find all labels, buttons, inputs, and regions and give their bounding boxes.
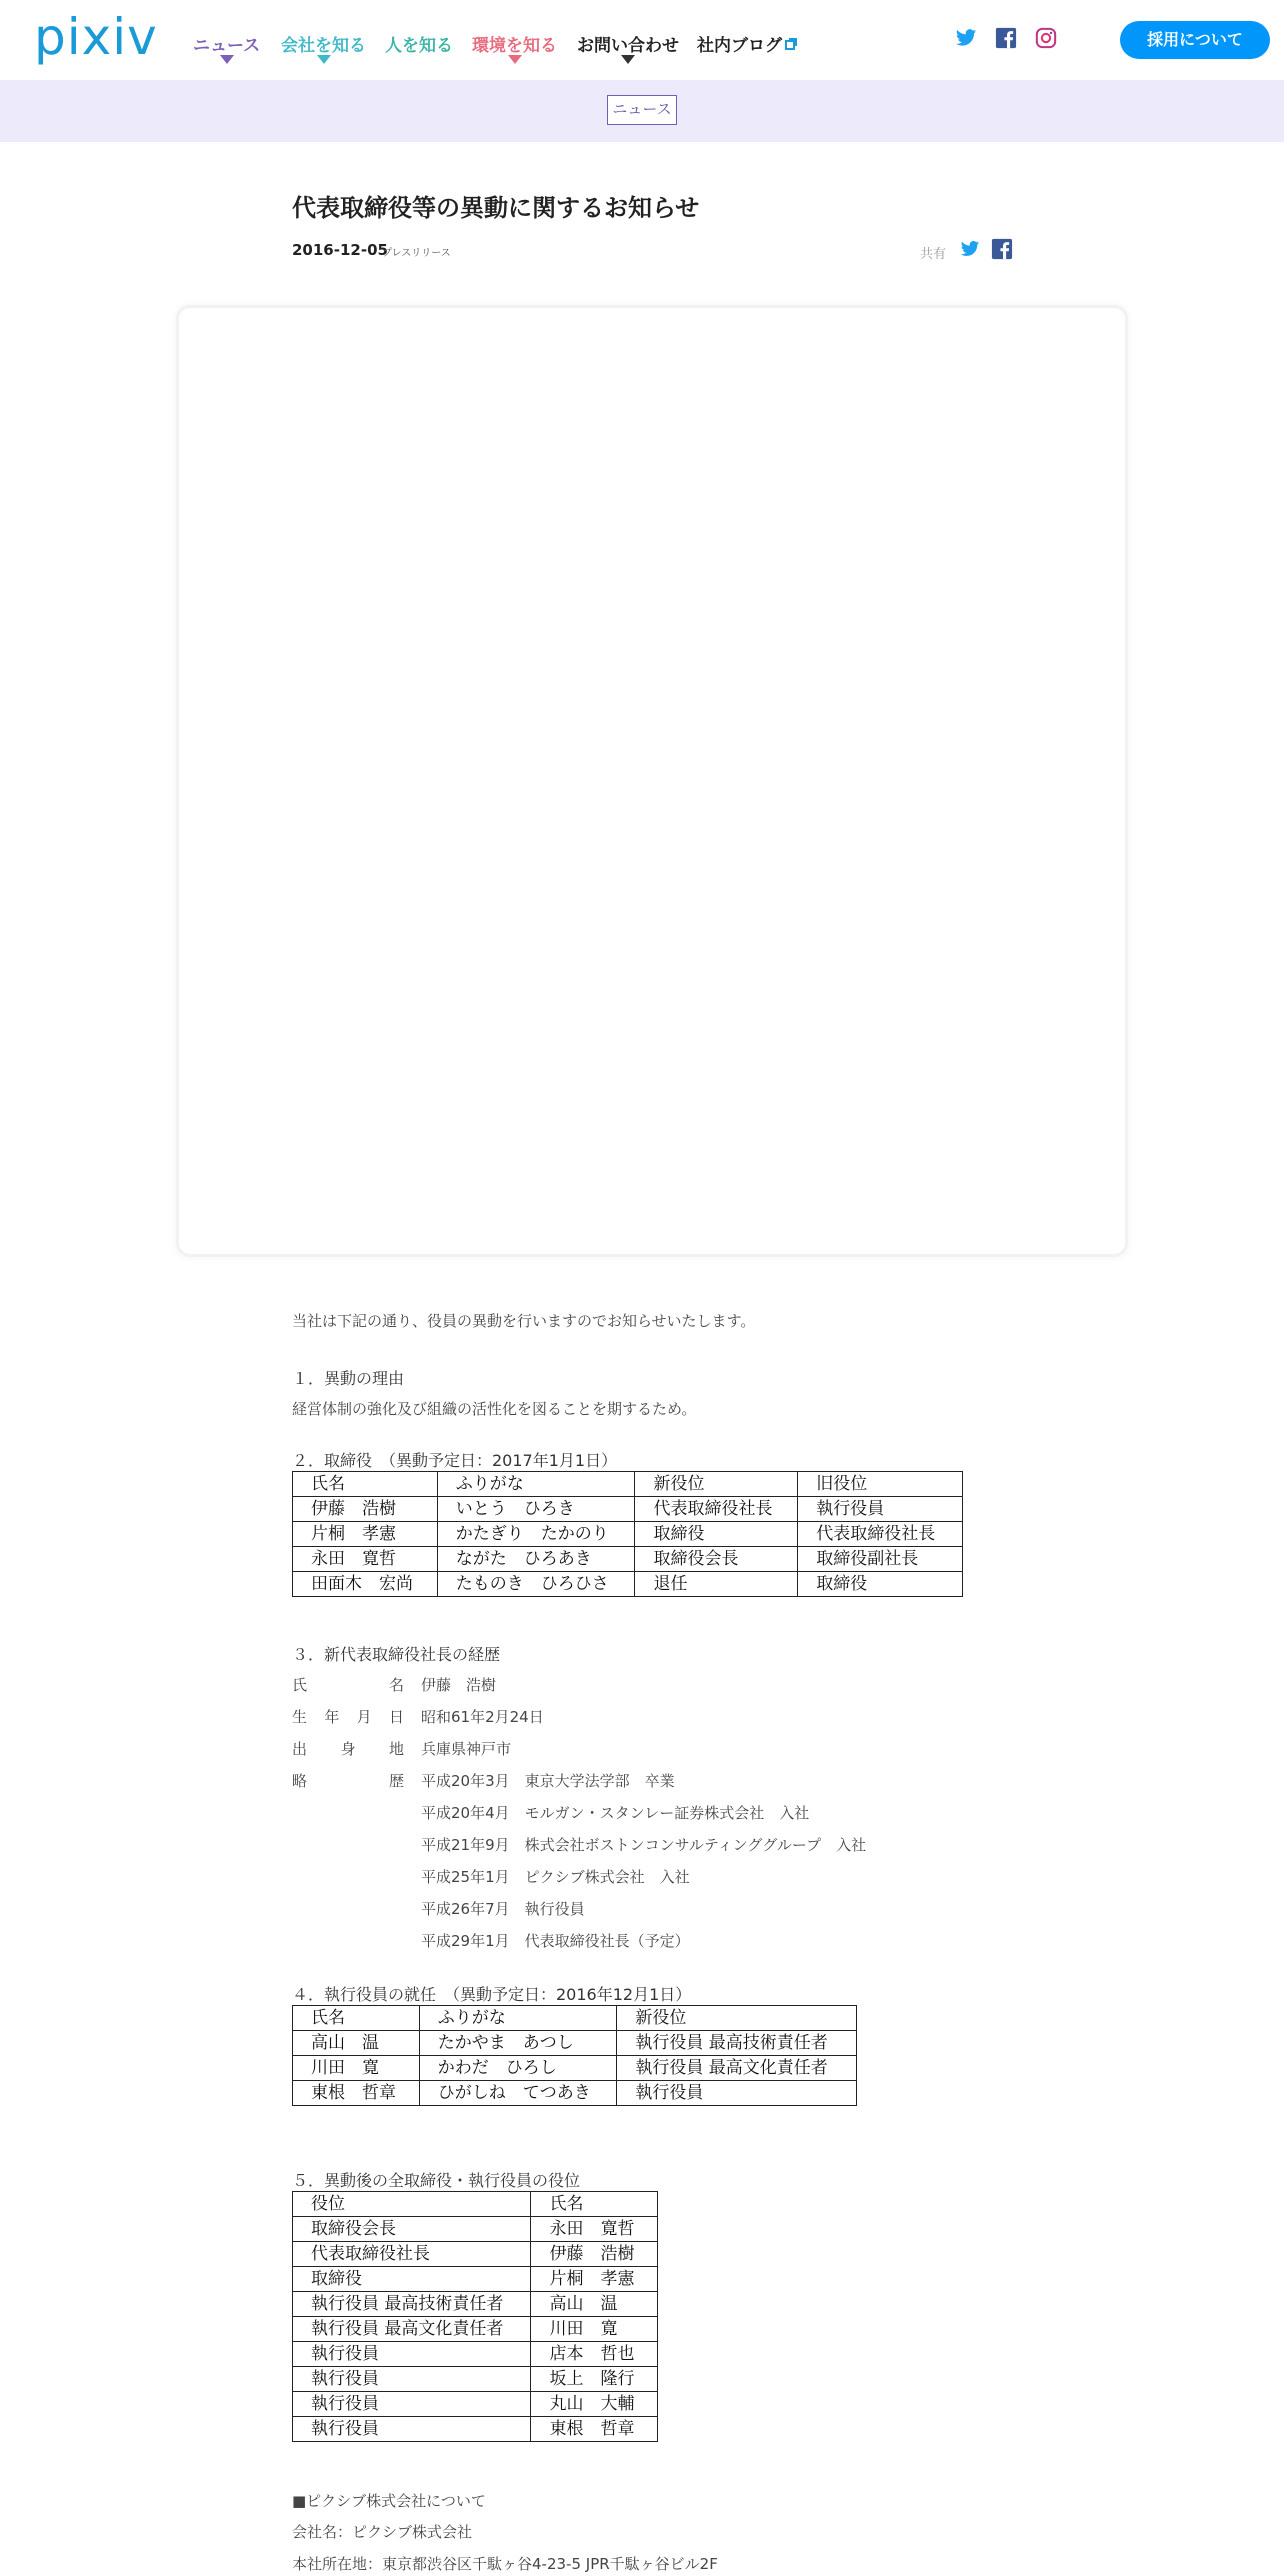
table-cell: かわだ ひろし (419, 2056, 617, 2081)
table-row (293, 2342, 658, 2367)
table-header-cell: 氏名 (531, 2192, 658, 2217)
bio-key-char: 年 (324, 1708, 340, 1726)
table-cell: ひがしね てつあき (419, 2081, 617, 2106)
table-cell: 坂上 隆行 (531, 2367, 658, 2392)
table-row (293, 2292, 658, 2317)
table-header-row (293, 2192, 658, 2217)
table-row (293, 2081, 857, 2106)
table-cell: 伊藤 浩樹 (531, 2242, 658, 2267)
nav-contact-label: お問い合わせ (577, 36, 679, 56)
table-cell: 高山 温 (293, 2031, 420, 2056)
bio-key-char: 日 (388, 1708, 404, 1726)
table-cell: いとう ひろき (437, 1497, 635, 1522)
table-cell: 東根 哲章 (293, 2081, 420, 2106)
table-header-cell: 旧役位 (798, 1472, 963, 1497)
nav-blog[interactable] (697, 31, 795, 56)
company-heading: ■ピクシブ株式会社について (292, 2492, 486, 2510)
table-cell: たものき ひろひさ (437, 1572, 635, 1597)
table-cell: 執行役員 最高文化責任者 (293, 2317, 531, 2342)
table-cell: 代表取締役社長 (635, 1497, 798, 1522)
table-cell: 片桐 孝憲 (531, 2267, 658, 2292)
nav-company-label: 会社を知る (281, 36, 366, 56)
table-cell: 代表取締役社長 (293, 2242, 531, 2267)
table-header-cell: ふりがな (437, 1472, 635, 1497)
table-cell: 退任 (635, 1572, 798, 1597)
nav-people-label: 人を知る (385, 36, 453, 56)
table-cell: 執行役員 (798, 1497, 963, 1522)
section4-heading: ４．執行役員の就任 （異動予定日：2016年12月1日） (292, 1985, 692, 2004)
recruit-button[interactable]: 採用について (1120, 21, 1270, 59)
nav-blog-label: 社内ブログ (697, 36, 782, 56)
table-cell: 執行役員 (617, 2081, 857, 2106)
table-cell: 川田 寛 (531, 2317, 658, 2342)
officers-list-table (292, 2191, 658, 2442)
table-cell: 丸山 大輔 (531, 2392, 658, 2417)
table-cell: 取締役 (798, 1572, 963, 1597)
bio-key-char: 月 (356, 1708, 372, 1726)
bio-value: 昭和61年2月24日 (421, 1708, 544, 1726)
bio-key-char: 歴 (388, 1772, 404, 1790)
table-row (293, 2217, 658, 2242)
table-cell: 取締役会長 (293, 2217, 531, 2242)
twitter-icon[interactable] (955, 27, 977, 49)
bio-key-char: 略 (292, 1772, 308, 1790)
table-row (293, 2267, 658, 2292)
table-cell: 取締役会長 (635, 1547, 798, 1572)
bio-key (292, 1738, 404, 1759)
site-header (0, 0, 1284, 80)
nav-people[interactable] (385, 31, 453, 56)
table-cell: 田面木 宏尚 (293, 1572, 438, 1597)
table-cell: かたぎり たかのり (437, 1522, 635, 1547)
article-hero-image (176, 305, 1128, 1257)
caret-down-icon (220, 55, 234, 64)
table-cell: 永田 寛哲 (531, 2217, 658, 2242)
bio-value: 伊藤 浩樹 (421, 1676, 497, 1694)
table-cell: 川田 寛 (293, 2056, 420, 2081)
table-cell: 伊藤 浩樹 (293, 1497, 438, 1522)
bio-value: 平成25年1月 ピクシブ株式会社 入社 (421, 1868, 690, 1886)
table-row (293, 2031, 857, 2056)
bio-key-char: 名 (388, 1676, 404, 1694)
bio-key (292, 1770, 404, 1791)
table-header-cell: ふりがな (419, 2006, 617, 2031)
table-cell: 執行役員 (293, 2342, 531, 2367)
nav-environment-label: 環境を知る (472, 36, 557, 56)
nav-environment[interactable] (472, 31, 557, 56)
table-cell: 執行役員 (293, 2417, 531, 2442)
table-cell: 永田 寛哲 (293, 1547, 438, 1572)
bio-key-char: 身 (340, 1740, 356, 1758)
bio-key (292, 1674, 404, 1695)
category-label-news[interactable]: ニュース (607, 95, 677, 125)
article-title: 代表取締役等の異動に関するお知らせ (292, 194, 700, 222)
table-cell: 店本 哲也 (531, 2342, 658, 2367)
section1-body: 経営体制の強化及び組織の活性化を図ることを期するため。 (292, 1400, 697, 1418)
bio-value: 兵庫県神戸市 (421, 1740, 512, 1758)
table-header-cell: 氏名 (293, 2006, 420, 2031)
article-date: 2016-12-05 (292, 241, 388, 259)
bio-key-char: 生 (292, 1708, 308, 1726)
nav-contact[interactable] (577, 31, 679, 56)
table-header-cell: 氏名 (293, 1472, 438, 1497)
table-cell: 執行役員 最高技術責任者 (293, 2292, 531, 2317)
table-cell: 執行役員 最高技術責任者 (617, 2031, 857, 2056)
table-cell: 東根 哲章 (531, 2417, 658, 2442)
table-row (293, 1572, 963, 1597)
table-cell: 執行役員 (293, 2392, 531, 2417)
table-cell: 取締役 (635, 1522, 798, 1547)
table-row (293, 2242, 658, 2267)
pixiv-logo[interactable]: pixiv (34, 8, 158, 66)
table-header-row (293, 2006, 857, 2031)
table-cell: 代表取締役社長 (798, 1522, 963, 1547)
table-row (293, 2392, 658, 2417)
executive-officers-table (292, 2005, 857, 2106)
external-link-icon (785, 40, 795, 50)
table-row (293, 1497, 963, 1522)
table-cell: 高山 温 (531, 2292, 658, 2317)
nav-company[interactable] (281, 31, 366, 56)
table-cell: たかやま あつし (419, 2031, 617, 2056)
article-category[interactable]: プレスリリース (382, 248, 451, 259)
table-cell: 取締役 (293, 2267, 531, 2292)
caret-down-icon (621, 55, 635, 64)
table-cell: 片桐 孝憲 (293, 1522, 438, 1547)
table-header-cell: 新役位 (635, 1472, 798, 1497)
bio-value: 平成20年4月 モルガン・スタンレー証券株式会社 入社 (421, 1804, 810, 1822)
section1-heading: １．異動の理由 (292, 1369, 405, 1388)
caret-down-icon (317, 55, 331, 64)
bio-key-char: 氏 (292, 1676, 308, 1694)
bio-key-char: 地 (388, 1740, 404, 1758)
share-facebook-icon[interactable] (991, 238, 1013, 260)
facebook-icon[interactable] (995, 27, 1017, 49)
company-address: 本社所在地：東京都渋谷区千駄ヶ谷4-23-5 JPR千駄ヶ谷ビル2F (292, 2555, 718, 2573)
table-header-row (293, 1472, 963, 1497)
nav-news[interactable] (193, 31, 260, 56)
table-cell: 執行役員 最高文化責任者 (617, 2056, 857, 2081)
caret-down-icon (508, 55, 522, 64)
table-row (293, 2317, 658, 2342)
bio-key-char: 出 (292, 1740, 308, 1758)
table-row (293, 2367, 658, 2392)
directors-table (292, 1471, 963, 1597)
table-header-cell: 役位 (293, 2192, 531, 2217)
table-row (293, 2417, 658, 2442)
nav-news-label: ニュース (193, 36, 261, 56)
table-cell: ながた ひろあき (437, 1547, 635, 1572)
bio-value: 平成29年1月 代表取締役社長（予定） (421, 1932, 690, 1950)
table-cell: 執行役員 (293, 2367, 531, 2392)
bio-key (292, 1706, 404, 1727)
table-cell: 取締役副社長 (798, 1547, 963, 1572)
section3-heading: ３．新代表取締役社長の経歴 (292, 1645, 501, 1664)
bio-value: 平成26年7月 執行役員 (421, 1900, 585, 1918)
section2-heading: ２．取締役 （異動予定日：2017年1月1日） (292, 1451, 618, 1470)
bio-value: 平成20年3月 東京大学法学部 卒業 (421, 1772, 675, 1790)
table-row (293, 1547, 963, 1572)
company-name: 会社名：ピクシブ株式会社 (292, 2523, 473, 2541)
share-label: 共有 (920, 247, 947, 262)
bio-value: 平成21年9月 株式会社ボストンコンサルティンググループ 入社 (421, 1836, 867, 1854)
table-header-cell: 新役位 (617, 2006, 857, 2031)
share-twitter-icon[interactable] (958, 239, 982, 259)
table-row (293, 2056, 857, 2081)
table-row (293, 1522, 963, 1547)
article-intro: 当社は下記の通り、役員の異動を行いますのでお知らせいたします。 (292, 1312, 756, 1330)
section5-heading: ５．異動後の全取締役・執行役員の役位 (292, 2171, 581, 2190)
instagram-icon[interactable] (1035, 27, 1057, 49)
